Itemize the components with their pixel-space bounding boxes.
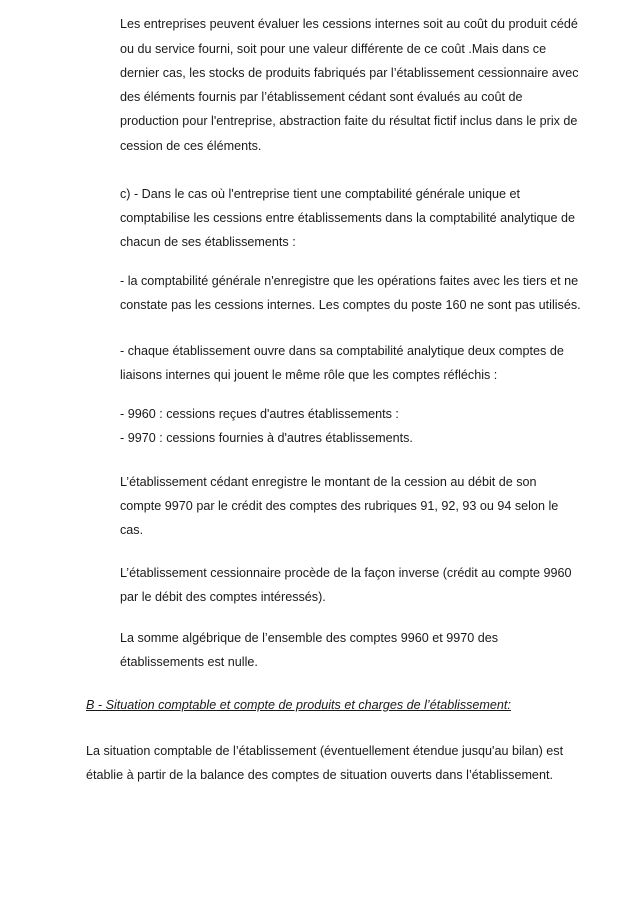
paragraph-line: cas. bbox=[120, 523, 144, 537]
paragraph-line: constate pas les cessions internes. Les comptes du poste 160 ne sont pas utilisés. bbox=[120, 298, 581, 312]
paragraph-line: production pour l'entreprise, abstraction faite du résultat fictif inclus dans le prix de bbox=[120, 114, 578, 128]
list-item: - 9960 : cessions reçues d'autres établissements : bbox=[120, 407, 399, 421]
paragraph-line: La somme algébrique de l’ensemble des comptes 9960 et 9970 des bbox=[120, 631, 499, 645]
paragraph-line: ou du service fourni, soit pour une valeur différente de ce coût .Mais dans ce bbox=[120, 42, 547, 56]
paragraph-line: L’établissement cessionnaire procède de la façon inverse (crédit au compte 9960 bbox=[120, 566, 572, 580]
paragraph-line: établie à partir de la balance des comptes de situation ouverts dans l’établissement. bbox=[86, 768, 553, 782]
paragraph-line: La situation comptable de l’établissement (éventuellement étendue jusqu'au bilan) est bbox=[86, 744, 564, 758]
section-heading: B - Situation comptable et compte de produits et charges de l’établissement: bbox=[86, 698, 511, 712]
paragraph-line: dernier cas, les stocks de produits fabriqués par l’établissement cessionnaire avec bbox=[120, 66, 579, 80]
paragraph-line: par le débit des comptes intéressés). bbox=[120, 590, 326, 604]
paragraph-line: Les entreprises peuvent évaluer les cessions internes soit au coût du produit cédé bbox=[120, 17, 578, 31]
paragraph-line: liaisons internes qui jouent le même rôle que les comptes réfléchis : bbox=[120, 368, 498, 382]
paragraph-line: cession de ces éléments. bbox=[120, 139, 262, 153]
paragraph-line: L’établissement cédant enregistre le montant de la cession au débit de son bbox=[120, 475, 537, 489]
paragraph-line: chacun de ses établissements : bbox=[120, 235, 296, 249]
list-item: - 9970 : cessions fournies à d'autres établissements. bbox=[120, 431, 413, 445]
paragraph-line: - chaque établissement ouvre dans sa comptabilité analytique deux comptes de bbox=[120, 344, 564, 358]
paragraph-line: établissements est nulle. bbox=[120, 655, 258, 669]
paragraph-line: comptabilise les cessions entre établissements dans la comptabilité analytique de bbox=[120, 211, 576, 225]
paragraph-line: compte 9970 par le crédit des comptes des rubriques 91, 92, 93 ou 94 selon le bbox=[120, 499, 559, 513]
paragraph-line: c) - Dans le cas où l'entreprise tient une comptabilité générale unique et bbox=[120, 187, 521, 201]
paragraph-line: - la comptabilité générale n'enregistre que les opérations faites avec les tiers et ne bbox=[120, 274, 579, 288]
paragraph-line: des éléments fournis par l’établissement cédant sont évalués au coût de bbox=[120, 90, 523, 104]
